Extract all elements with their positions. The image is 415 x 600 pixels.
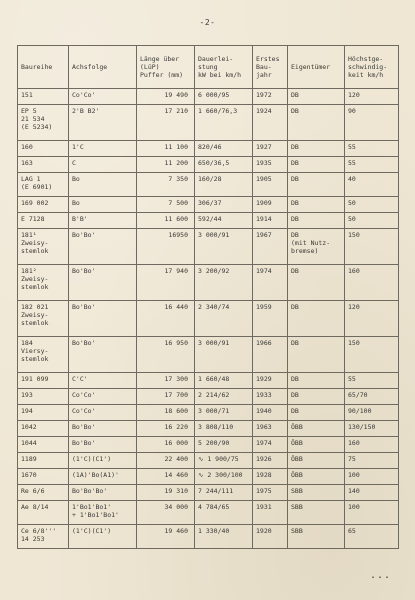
table-row — [18, 437, 399, 453]
cell-laenge: 16 000 — [137, 437, 195, 453]
cell-dauerleistung: 650/36,5 — [195, 157, 253, 173]
cell-dauerleistung: 2 214/62 — [195, 389, 253, 405]
cell-baureihe: 181² Zweisy- stemlok — [18, 265, 69, 301]
table-row — [18, 469, 399, 485]
cell-baujahr: 1928 — [253, 469, 288, 485]
cell-baujahr: 1967 — [253, 229, 288, 265]
cell-hoechstgeschwindigkeit: 50 — [345, 197, 399, 213]
header-baureihe: Baureihe — [18, 46, 69, 89]
header-dauerleistung: Dauerlei- stung kW bei km/h — [195, 46, 253, 89]
cell-hoechstgeschwindigkeit: 100 — [345, 469, 399, 485]
cell-dauerleistung: 820/46 — [195, 141, 253, 157]
cell-laenge: 16 950 — [137, 337, 195, 373]
cell-laenge: 17 700 — [137, 389, 195, 405]
cell-hoechstgeschwindigkeit: 90 — [345, 105, 399, 141]
cell-achsfolge: (1'C)(C1') — [69, 525, 137, 549]
cell-hoechstgeschwindigkeit: 55 — [345, 141, 399, 157]
cell-eigentuemer: ÖBB — [288, 469, 345, 485]
cell-baujahr: 1905 — [253, 173, 288, 197]
cell-baureihe: 163 — [18, 157, 69, 173]
cell-eigentuemer: DB — [288, 405, 345, 421]
cell-achsfolge: C — [69, 157, 137, 173]
cell-eigentuemer: DB — [288, 373, 345, 389]
cell-dauerleistung: 1 330/40 — [195, 525, 253, 549]
cell-achsfolge: C'C' — [69, 373, 137, 389]
table-row — [18, 229, 399, 265]
table-row — [18, 421, 399, 437]
cell-baureihe: Re 6/6 — [18, 485, 69, 501]
cell-baujahr: 1963 — [253, 421, 288, 437]
cell-achsfolge: Bo'Bo' — [69, 421, 137, 437]
cell-eigentuemer: DB — [288, 141, 345, 157]
table-row — [18, 405, 399, 421]
cell-hoechstgeschwindigkeit: 120 — [345, 301, 399, 337]
cell-baureihe: 160 — [18, 141, 69, 157]
cell-laenge: 19 460 — [137, 525, 195, 549]
cell-achsfolge: B'B' — [69, 213, 137, 229]
cell-dauerleistung: 160/28 — [195, 173, 253, 197]
cell-baujahr: 1935 — [253, 157, 288, 173]
cell-achsfolge: Co'Co' — [69, 405, 137, 421]
cell-baujahr: 1931 — [253, 501, 288, 525]
cell-achsfolge: 1'Bo1'Bo1' + 1'Bo1'Bo1' — [69, 501, 137, 525]
cell-baureihe: 1042 — [18, 421, 69, 437]
cell-baureihe: Ae 8/14 — [18, 501, 69, 525]
cell-eigentuemer: DB — [288, 389, 345, 405]
cell-laenge: 19 490 — [137, 89, 195, 105]
table-row — [18, 389, 399, 405]
cell-achsfolge: 1'C — [69, 141, 137, 157]
cell-achsfolge: Bo — [69, 197, 137, 213]
cell-laenge: 14 460 — [137, 469, 195, 485]
cell-hoechstgeschwindigkeit: 150 — [345, 229, 399, 265]
cell-achsfolge: Bo'Bo'Bo' — [69, 485, 137, 501]
cell-dauerleistung: 3 808/110 — [195, 421, 253, 437]
cell-baujahr: 1926 — [253, 453, 288, 469]
cell-hoechstgeschwindigkeit: 120 — [345, 89, 399, 105]
cell-eigentuemer: DB — [288, 337, 345, 373]
cell-eigentuemer: DB — [288, 173, 345, 197]
cell-baujahr: 1933 — [253, 389, 288, 405]
cell-laenge: 17 210 — [137, 105, 195, 141]
header-laenge: Länge über (LüP) Puffer (mm) — [137, 46, 195, 89]
cell-dauerleistung: 5 200/90 — [195, 437, 253, 453]
table-row — [18, 301, 399, 337]
cell-hoechstgeschwindigkeit: 100 — [345, 501, 399, 525]
cell-laenge: 17 300 — [137, 373, 195, 389]
cell-eigentuemer: DB — [288, 213, 345, 229]
table-row — [18, 89, 399, 105]
locomotive-table — [17, 45, 399, 549]
cell-dauerleistung: ∿ 2 300/100 — [195, 469, 253, 485]
cell-baureihe: LAG 1 (E 6901) — [18, 173, 69, 197]
cell-baureihe: 194 — [18, 405, 69, 421]
cell-dauerleistung: 3 000/91 — [195, 229, 253, 265]
cell-dauerleistung: 4 784/65 — [195, 501, 253, 525]
cell-dauerleistung: 3 200/92 — [195, 265, 253, 301]
page-number: -2- — [199, 18, 216, 27]
table-header-row — [18, 46, 399, 89]
cell-achsfolge: Bo'Bo' — [69, 265, 137, 301]
cell-achsfolge: (1A)'Bo(A1)' — [69, 469, 137, 485]
cell-baureihe: 193 — [18, 389, 69, 405]
cell-hoechstgeschwindigkeit: 160 — [345, 437, 399, 453]
cell-hoechstgeschwindigkeit: 55 — [345, 373, 399, 389]
cell-hoechstgeschwindigkeit: 50 — [345, 213, 399, 229]
table-row — [18, 501, 399, 525]
table-row — [18, 173, 399, 197]
cell-hoechstgeschwindigkeit: 130/150 — [345, 421, 399, 437]
cell-baujahr: 1914 — [253, 213, 288, 229]
cell-baureihe: 1670 — [18, 469, 69, 485]
cell-achsfolge: (1'C)(C1') — [69, 453, 137, 469]
table-row — [18, 265, 399, 301]
cell-laenge: 7 350 — [137, 173, 195, 197]
cell-baureihe: E 7128 — [18, 213, 69, 229]
cell-hoechstgeschwindigkeit: 40 — [345, 173, 399, 197]
cell-hoechstgeschwindigkeit: 65 — [345, 525, 399, 549]
cell-hoechstgeschwindigkeit: 150 — [345, 337, 399, 373]
cell-achsfolge: Co'Co' — [69, 389, 137, 405]
cell-laenge: 11 200 — [137, 157, 195, 173]
cell-eigentuemer: SBB — [288, 525, 345, 549]
table-row — [18, 525, 399, 549]
cell-laenge: 7 500 — [137, 197, 195, 213]
cell-eigentuemer: DB (mit Nutz- bremse) — [288, 229, 345, 265]
cell-dauerleistung: 2 340/74 — [195, 301, 253, 337]
cell-hoechstgeschwindigkeit: 160 — [345, 265, 399, 301]
table-body — [18, 89, 399, 549]
cell-laenge: 11 100 — [137, 141, 195, 157]
cell-dauerleistung: 6 000/95 — [195, 89, 253, 105]
cell-eigentuemer: ÖBB — [288, 453, 345, 469]
cell-achsfolge: 2'B B2' — [69, 105, 137, 141]
cell-baureihe: 151 — [18, 89, 69, 105]
header-achsfolge: Achsfolge — [69, 46, 137, 89]
header-hoechstgeschwindigkeit: Höchstge- schwindig- keit km/h — [345, 46, 399, 89]
table-row — [18, 157, 399, 173]
cell-achsfolge: Bo'Bo' — [69, 437, 137, 453]
cell-eigentuemer: DB — [288, 197, 345, 213]
cell-baujahr: 1975 — [253, 485, 288, 501]
table-row — [18, 373, 399, 389]
table-row — [18, 213, 399, 229]
cell-laenge: 11 600 — [137, 213, 195, 229]
table-row — [18, 485, 399, 501]
cell-baureihe: 1044 — [18, 437, 69, 453]
cell-eigentuemer: SBB — [288, 485, 345, 501]
cell-baujahr: 1909 — [253, 197, 288, 213]
cell-laenge: 19 310 — [137, 485, 195, 501]
cell-baujahr: 1966 — [253, 337, 288, 373]
cell-achsfolge: Bo — [69, 173, 137, 197]
cell-baureihe: 181¹ Zweisy- stemlok — [18, 229, 69, 265]
cell-eigentuemer: DB — [288, 105, 345, 141]
cell-baujahr: 1959 — [253, 301, 288, 337]
cell-hoechstgeschwindigkeit: 90/100 — [345, 405, 399, 421]
cell-eigentuemer: DB — [288, 301, 345, 337]
cell-baureihe: 169 002 — [18, 197, 69, 213]
cell-dauerleistung: 592/44 — [195, 213, 253, 229]
cell-dauerleistung: 3 000/71 — [195, 405, 253, 421]
cell-laenge: 34 000 — [137, 501, 195, 525]
cell-baujahr: 1929 — [253, 373, 288, 389]
cell-dauerleistung: 1 660/76,3 — [195, 105, 253, 141]
cell-baureihe: 191 099 — [18, 373, 69, 389]
cell-dauerleistung: 306/37 — [195, 197, 253, 213]
cell-achsfolge: Bo'Bo' — [69, 337, 137, 373]
cell-eigentuemer: DB — [288, 265, 345, 301]
cell-hoechstgeschwindigkeit: 140 — [345, 485, 399, 501]
cell-baureihe: 1189 — [18, 453, 69, 469]
cell-baureihe: 182 021 Zweisy- stemlok — [18, 301, 69, 337]
cell-baujahr: 1927 — [253, 141, 288, 157]
header-eigentuemer: Eigentümer — [288, 46, 345, 89]
cell-dauerleistung: 7 244/111 — [195, 485, 253, 501]
cell-baujahr: 1974 — [253, 437, 288, 453]
cell-laenge: 17 940 — [137, 265, 195, 301]
cell-laenge: 16 440 — [137, 301, 195, 337]
cell-achsfolge: Co'Co' — [69, 89, 137, 105]
cell-baureihe: EP 5 21 534 (E 5234) — [18, 105, 69, 141]
cell-baujahr: 1940 — [253, 405, 288, 421]
cell-hoechstgeschwindigkeit: 75 — [345, 453, 399, 469]
cell-eigentuemer: DB — [288, 89, 345, 105]
cell-dauerleistung: ∿ 1 900/75 — [195, 453, 253, 469]
cell-laenge: 16950 — [137, 229, 195, 265]
cell-laenge: 22 400 — [137, 453, 195, 469]
cell-baujahr: 1974 — [253, 265, 288, 301]
cell-laenge: 16 220 — [137, 421, 195, 437]
header-baujahr: Erstes Bau- jahr — [253, 46, 288, 89]
continuation-mark: ... — [370, 570, 392, 581]
table-row — [18, 105, 399, 141]
cell-eigentuemer: SBB — [288, 501, 345, 525]
cell-baureihe: Ce 6/8''' 14 253 — [18, 525, 69, 549]
cell-eigentuemer: DB — [288, 157, 345, 173]
cell-eigentuemer: ÖBB — [288, 421, 345, 437]
cell-eigentuemer: ÖBB — [288, 437, 345, 453]
table-row — [18, 141, 399, 157]
cell-baujahr: 1924 — [253, 105, 288, 141]
cell-achsfolge: Bo'Bo' — [69, 301, 137, 337]
cell-hoechstgeschwindigkeit: 65/70 — [345, 389, 399, 405]
cell-laenge: 18 600 — [137, 405, 195, 421]
cell-hoechstgeschwindigkeit: 55 — [345, 157, 399, 173]
table-row — [18, 337, 399, 373]
cell-dauerleistung: 1 660/48 — [195, 373, 253, 389]
cell-baujahr: 1920 — [253, 525, 288, 549]
cell-achsfolge: Bo'Bo' — [69, 229, 137, 265]
cell-dauerleistung: 3 000/91 — [195, 337, 253, 373]
cell-baujahr: 1972 — [253, 89, 288, 105]
table-row — [18, 453, 399, 469]
table-row — [18, 197, 399, 213]
cell-baureihe: 184 Viersy- stemlok — [18, 337, 69, 373]
